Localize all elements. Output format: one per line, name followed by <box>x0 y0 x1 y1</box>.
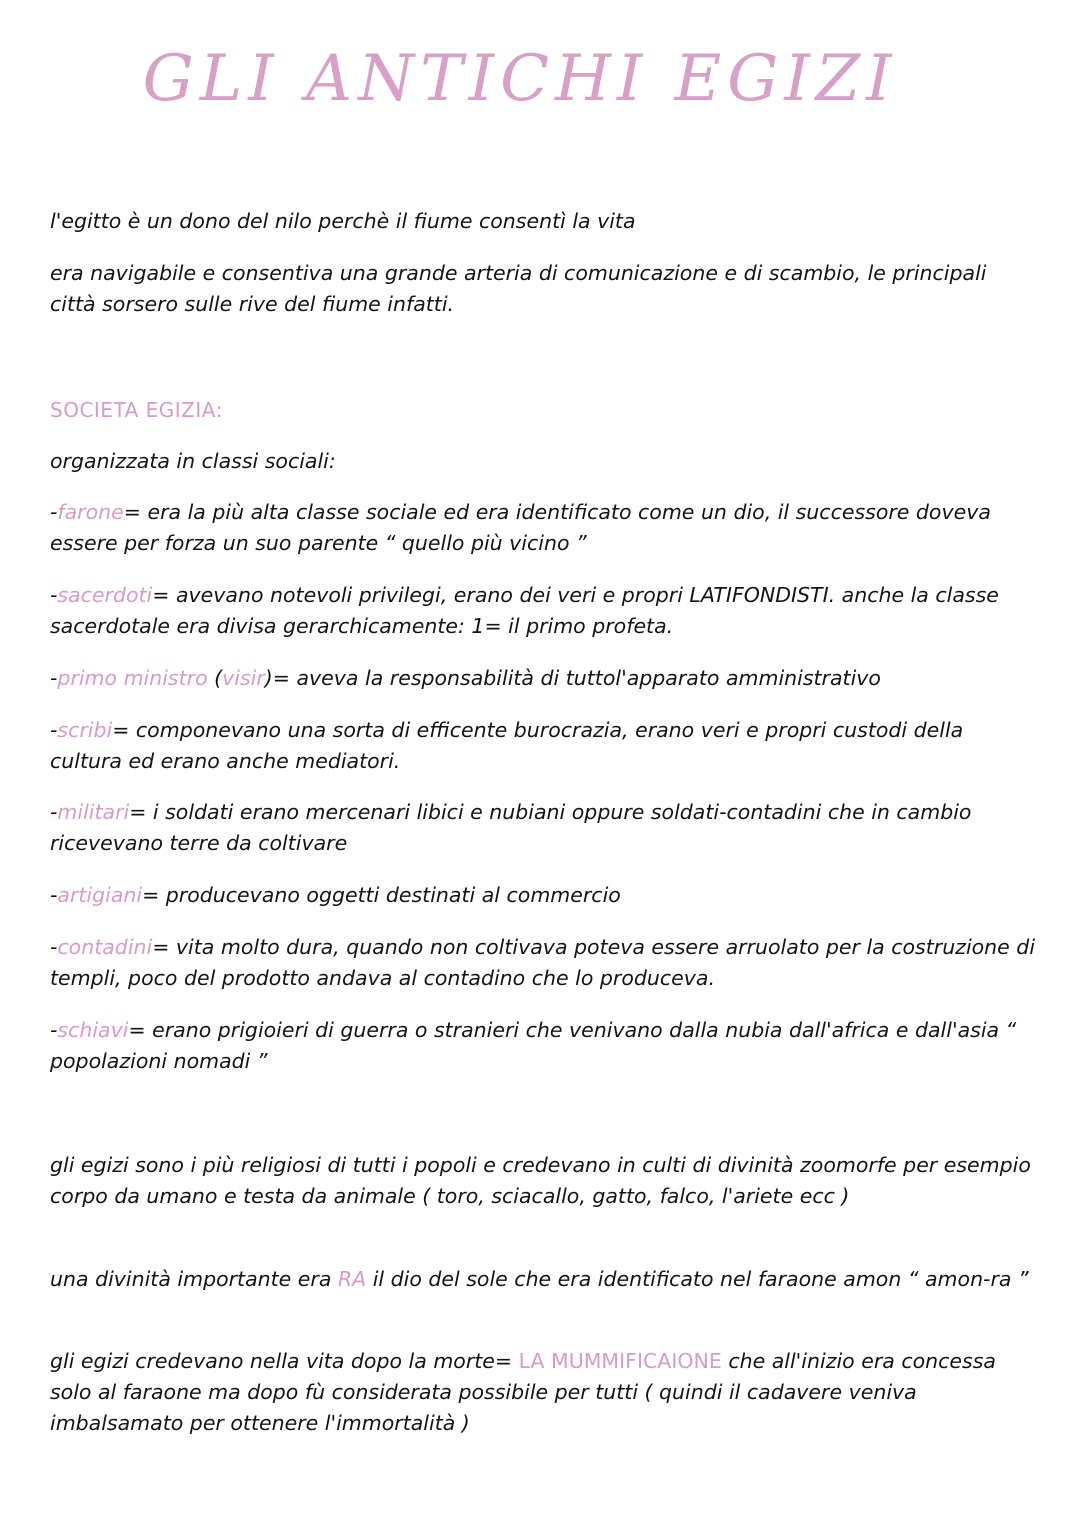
intro-text-1: l'egitto è un dono del nilo perchè il fiume consentì la vita <box>50 209 636 233</box>
class-item: -scribi= componevano una sorta di efficente burocrazia, erano veri e propri custodi della cultura ed erano anche mediatori. <box>50 718 964 773</box>
religion-paragraph-2 <box>50 1264 1035 1295</box>
class-item: -farone= era la più alta classe sociale ed era identificato come un dio, il successore doveva essere per forza un suo parente “ quello più vicino ” <box>50 500 991 555</box>
class-description: componevano una sorta di efficente burocrazia, erano veri e propri custodi della cultura ed erano anche mediatori. <box>50 718 964 773</box>
section-heading-society <box>50 395 1035 426</box>
society-heading: SOCIETA EGIZIA: <box>50 398 223 422</box>
intro-paragraph-2 <box>50 258 1035 320</box>
class-item: -militari= i soldati erano mercenari libici e nubiani oppure soldati-contadini che in cambio ricevevano terre da coltivare <box>50 800 972 855</box>
class-description: vita molto dura, quando non coltivava poteva essere arruolato per la costruzione di templi, poco del prodotto andava al contadino che lo produceva. <box>50 935 1036 990</box>
class-item: -artigiani= producevano oggetti destinati al commercio <box>50 883 621 907</box>
class-description: aveva la responsabilità di tuttol'apparato amministrativo <box>296 666 881 690</box>
religion-paragraph-1 <box>50 1150 1035 1212</box>
class-name: primo ministro <box>57 666 208 690</box>
class-item: -sacerdoti= avevano notevoli privilegi, erano dei veri e propri LATIFONDISTI. anche la classe sacerdotale era divisa gerarchicamente: 1= il primo profeta. <box>50 583 999 638</box>
religion-text-1: gli egizi sono i più religiosi di tutti i popoli e credevano in culti di divinità zoomorfe per esempio corpo da umano e testa da animale ( toro, sciacallo, gatto, falco, l'ariete ecc ) <box>50 1153 1031 1208</box>
class-name: sacerdoti <box>57 583 153 607</box>
class-name: farone <box>57 500 124 524</box>
class-name: scribi <box>57 718 113 742</box>
mummification-highlight: LA MUMMIFICAIONE <box>518 1349 722 1373</box>
class-name: contadini <box>57 935 153 959</box>
society-intro-text: organizzata in classi sociali: <box>50 449 336 473</box>
class-description: producevano oggetti destinati al commercio <box>165 883 621 907</box>
class-item: -primo ministro (visir)= aveva la responsabilità di tuttol'apparato amministrativo <box>50 666 881 690</box>
religion-text-2a: una divinità importante era <box>50 1267 338 1291</box>
religion-text-3a: gli egizi credevano nella vita dopo la morte= <box>50 1349 519 1373</box>
class-item: -schiavi= erano prigioieri di guerra o stranieri che venivano dalla nubia dall'africa e dall'asia “ popolazioni nomadi ” <box>50 1018 1017 1073</box>
class-name: artigiani <box>57 883 143 907</box>
religion-paragraph-3 <box>50 1346 1035 1439</box>
intro-text-2: era navigabile e consentiva una grande arteria di comunicazione e di scambio, le principali città sorsero sulle rive del fiume infatti. <box>50 261 987 316</box>
class-alias: visir <box>222 666 265 690</box>
class-description: avevano notevoli privilegi, erano dei veri e propri LATIFONDISTI. anche la classe sacerdotale era divisa gerarchicamente: 1= il primo profeta. <box>50 583 999 638</box>
page-title: GLI ANTICHI EGIZI <box>142 42 898 116</box>
society-intro <box>50 446 1035 477</box>
religion-text-3b: che all'inizio era concessa solo al faraone ma dopo fù considerata possibile per tutti ( quindi il cadavere veniva imbalsamato per ottenere l'immortalità ) <box>50 1349 996 1435</box>
religion-text-2b: il dio del sole che era identificato nel faraone amon “ amon-ra ” <box>366 1267 1029 1291</box>
deity-highlight: RA <box>337 1267 367 1291</box>
class-description: i soldati erano mercenari libici e nubiani oppure soldati-contadini che in cambio ricevevano terre da coltivare <box>50 800 972 855</box>
class-item: -contadini= vita molto dura, quando non coltivava poteva essere arruolato per la costruzione di templi, poco del prodotto andava al contadino che lo produceva. <box>50 935 1036 990</box>
intro-paragraph-1 <box>50 206 1035 237</box>
class-description: erano prigioieri di guerra o stranieri che venivano dalla nubia dall'africa e dall'asia “ popolazioni nomadi ” <box>50 1018 1017 1073</box>
class-name: militari <box>57 800 130 824</box>
class-description: era la più alta classe sociale ed era identificato come un dio, il successore doveva essere per forza un suo parente “ quello più vicino ” <box>50 500 991 555</box>
class-name: schiavi <box>57 1018 129 1042</box>
